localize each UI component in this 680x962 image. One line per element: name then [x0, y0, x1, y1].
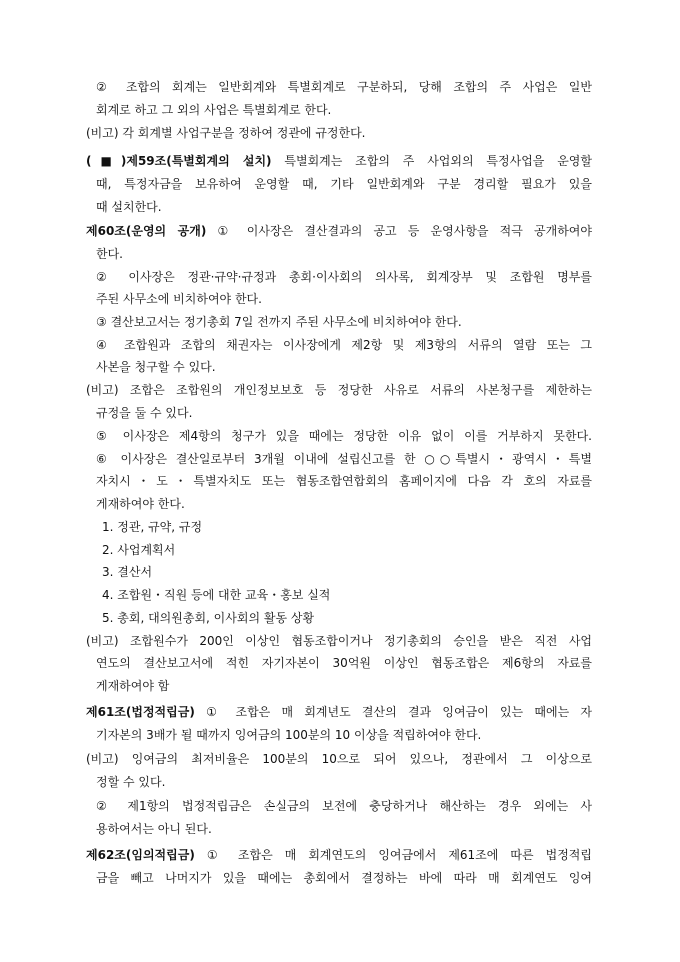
- note-line: (비고) 잉여금의 최저비율은 100분의 10으로 되어 있으나, 정관에서 그 이상으로: [86, 752, 592, 766]
- list-item: 2. 사업계획서: [102, 543, 176, 557]
- list-item: 3. 결산서: [102, 565, 153, 579]
- text-line: ② 이사장은 정관·규약·규정과 총회·이사회의 의사록, 회계장부 및 조합원 명부를: [96, 270, 592, 284]
- list-item: 5. 총회, 대의원총회, 이사회의 활동 상황: [102, 611, 315, 625]
- article-title: 제62조(임의적립금): [86, 848, 195, 862]
- text-line: 한다.: [96, 247, 123, 261]
- text-line: 게재하여야 한다.: [96, 497, 185, 511]
- text-line: ③ 결산보고서는 정기총회 7일 전까지 주된 사무소에 비치하여야 한다.: [96, 315, 462, 329]
- note-line: 연도의 결산보고서에 적힌 자기자본이 30억원 이상인 협동조합은 제6항의 자료를: [96, 656, 592, 670]
- text-line: ④ 조합원과 조합의 채권자는 이사장에게 제2항 및 제3항의 서류의 열람 또는 그: [96, 338, 592, 352]
- article-title: 제60조(운영의 공개): [86, 224, 207, 238]
- article-59-heading: (■)제59조(특별회계의 설치) 특별회계는 조합의 주 사업외의 특정사업을 운영할: [86, 154, 592, 168]
- note-line: 정할 수 있다.: [96, 775, 166, 789]
- text-line: 자치시・도・특별자치도 또는 협동조합연합회의 홈페이지에 다음 각 호의 자료를: [96, 474, 592, 488]
- text-line: 사본을 청구할 수 있다.: [96, 360, 216, 374]
- text-line: 용하여서는 아니 된다.: [96, 822, 212, 836]
- text-line: 때, 특정자금을 보유하여 운영할 때, 기타 일반회계와 구분 경리할 필요가 있을: [96, 177, 592, 191]
- text-line: 때 설치한다.: [96, 200, 162, 214]
- note-line: (비고) 조합은 조합원의 개인정보보호 등 정당한 사유로 서류의 사본청구를 제한하는: [86, 383, 592, 397]
- list-item: 1. 정관, 규약, 규정: [102, 520, 203, 534]
- text-line: 회계로 하고 그 외의 사업은 특별회계로 한다.: [96, 103, 332, 117]
- text-line: 기자본의 3배가 될 때까지 잉여금의 100분의 10 이상을 적립하여야 한다.: [96, 728, 482, 742]
- text-line: 주된 사무소에 비치하여야 한다.: [96, 292, 262, 306]
- note-line: 규정을 둘 수 있다.: [96, 406, 193, 420]
- text-line: ② 제1항의 법정적립금은 손실금의 보전에 충당하거나 해산하는 경우 외에는 사: [96, 799, 592, 813]
- note-line: (비고) 각 회계별 사업구분을 정하여 정관에 규정한다.: [86, 126, 366, 140]
- list-item: 4. 조합원・직원 등에 대한 교육・홍보 실적: [102, 588, 331, 602]
- text-line: ⑥ 이사장은 결산일로부터 3개월 이내에 설립신고를 한 ○○특별시・광역시・특별: [96, 452, 592, 466]
- text-line: ② 조합의 회계는 일반회계와 특별회계로 구분하되, 당해 조합의 주 사업은 일반: [96, 80, 592, 94]
- article-title: (■)제59조(특별회계의 설치): [86, 154, 272, 168]
- article-61-heading: 제61조(법정적립금) ① 조합은 매 회계년도 결산의 결과 잉여금이 있는 때에는 자: [86, 705, 592, 719]
- note-line: (비고) 조합원수가 200인 이상인 협동조합이거나 정기총회의 승인을 받은 직전 사업: [86, 634, 592, 648]
- text-line: ⑤ 이사장은 제4항의 청구가 있을 때에는 정당한 이유 없이 이를 거부하지 못한다.: [96, 429, 592, 443]
- article-title: 제61조(법정적립금): [86, 705, 195, 719]
- article-62-heading: 제62조(임의적립금) ① 조합은 매 회계연도의 잉여금에서 제61조에 따른 법정적립: [86, 848, 592, 862]
- article-60-heading: 제60조(운영의 공개) ① 이사장은 결산결과의 공고 등 운영사항을 적극 공개하여야: [86, 224, 592, 238]
- note-line: 게재하여야 함: [96, 679, 170, 693]
- text-line: 금을 빼고 나머지가 있을 때에는 총회에서 결정하는 바에 따라 매 회계연도 잉여: [96, 871, 592, 885]
